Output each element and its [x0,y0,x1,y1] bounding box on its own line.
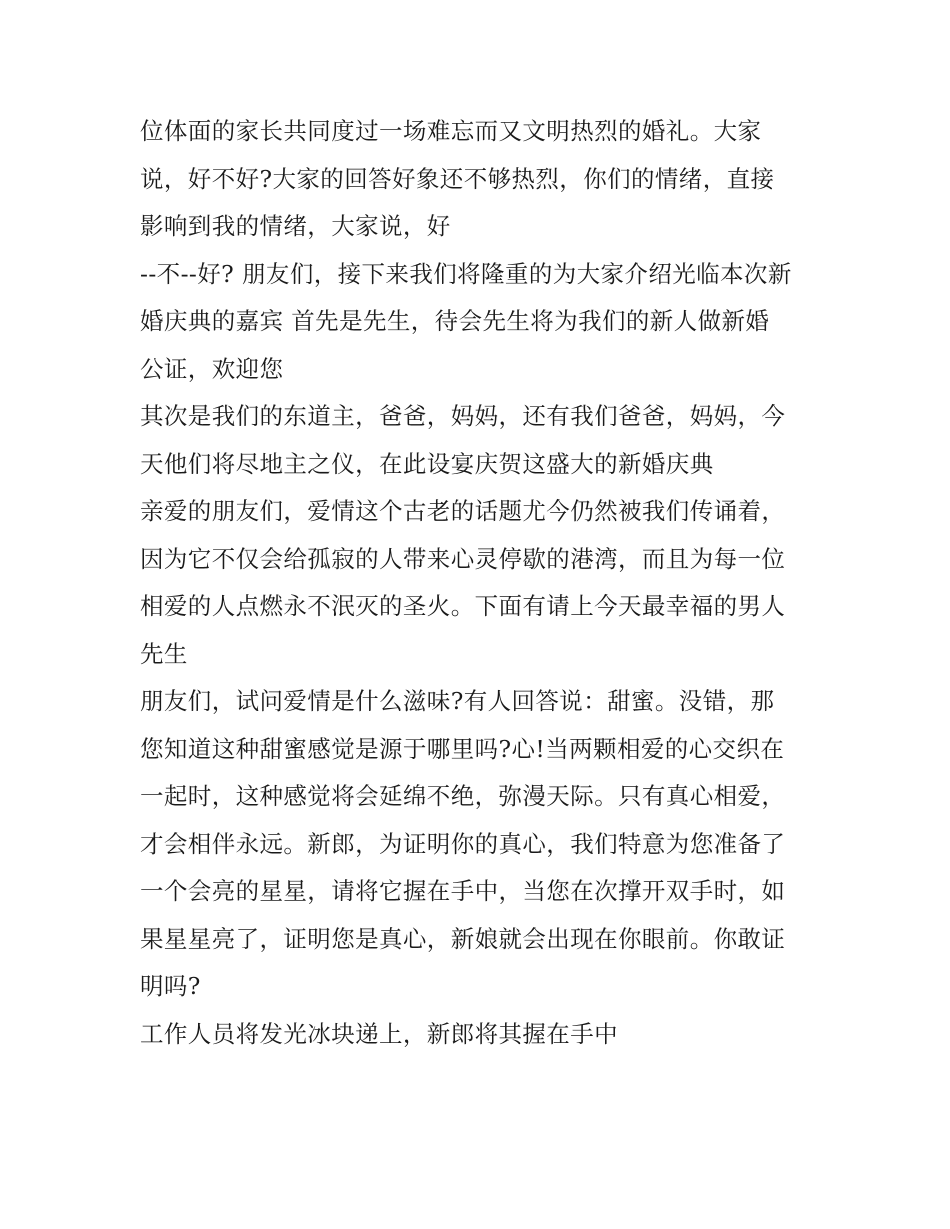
text-line: 其次是我们的东道主，爸爸，妈妈，还有我们爸爸，妈妈，今 [140,402,786,430]
text-line: 果星星亮了，证明您是真心，新娘就会出现在你眼前。你敢证 [140,924,786,953]
text-line: 影响到我的情绪，大家说，好 [140,212,451,240]
body-text [140,108,830,1058]
text-line: 先生 [140,639,188,668]
text-line: 因为它不仅会给孤寂的人带来心灵停歇的港湾，而且为每一位 [140,544,786,573]
text-line: 朋友们，试问爱情是什么滋味?有人回答说：甜蜜。没错，那 [140,687,775,715]
text-line: 位体面的家长共同度过一场难忘而又文明热烈的婚礼。大家 [140,117,762,145]
text-line: 工作人员将发光冰块递上，新郎将其握在手中 [140,1019,618,1048]
text-line: 相爱的人点燃永不泯灭的圣火。下面有请上今天最幸福的男人 [140,592,786,620]
text-line: 明吗? [140,972,201,1000]
text-line: 天他们将尽地主之仪，在此设宴庆贺这盛大的新婚庆典 [140,449,714,478]
text-line: 一起时，这种感觉将会延绵不绝，弥漫天际。只有真心相爱， [140,782,786,810]
text-line: 才会相伴永远。新郎，为证明你的真心，我们特意为您准备了 [140,829,786,858]
text-line: 说，好不好?大家的回答好象还不够热烈，你们的情绪，直接 [140,164,775,193]
text-line: --不--好? 朋友们，接下来我们将隆重的为大家介绍光临本次新 [140,259,792,288]
text-line: 亲爱的朋友们，爱情这个古老的话题尤今仍然被我们传诵着， [140,497,786,525]
text-line: 您知道这种甜蜜感觉是源于哪里吗?心!当两颗相爱的心交织在 [140,734,785,763]
text-line: 一个会亮的星星，请将它握在手中，当您在次撑开双手时，如 [140,877,786,905]
text-line: 公证，欢迎您 [140,354,284,383]
text-line: 婚庆典的嘉宾 首先是先生，待会先生将为我们的新人做新婚 [140,307,770,335]
